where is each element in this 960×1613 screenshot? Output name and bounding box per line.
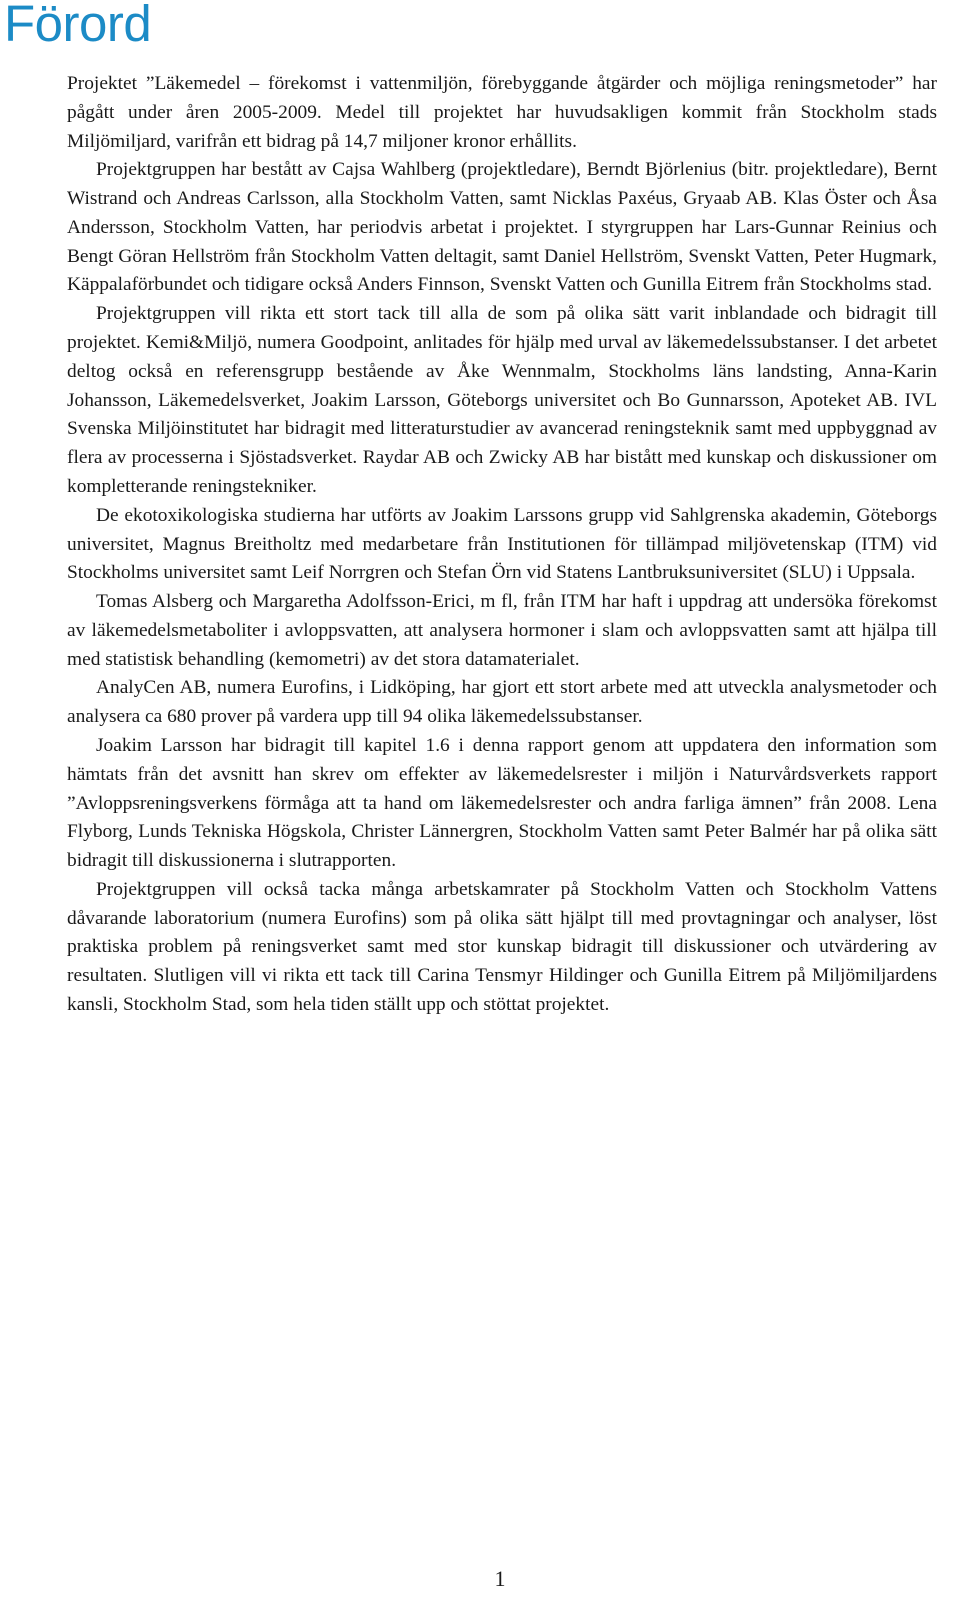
paragraph-acknowledgements: Projektgruppen vill rikta ett stort tack till alla de som på olika sätt varit inblandade och bidragit till projektet. Kemi&Miljö, numera Goodpoint, anlitades för hjälp med urval av läkemedelssubstanser. I det arbetet deltog också en referensgrupp bestående av Åke Wennmalm, Stockholms läns landsting, Anna-Karin Johansson, Läkemedelsverket, Joakim Larsson, Göteborgs universitet och Bo Gunnarsson, Apoteket AB. IVL Svenska Miljöinstitutet har bidragit med litteraturstudier av avancerad reningsteknik samt med uppbyggnad av flera av processerna i Sjöstadsverket. Raydar AB och Zwicky AB har bistått med kunskap och diskussioner om kompletterande reningstekniker. (67, 303, 937, 497)
foreword-body (67, 70, 937, 1020)
paragraph-analycen: AnalyCen AB, numera Eurofins, i Lidköping, har gjort ett stort arbete med att utveckla analysmetoder och analysera ca 680 prover på vardera upp till 94 olika läkemedelssubstanser. (67, 677, 937, 728)
paragraph-chapter-contribution: Joakim Larsson har bidragit till kapitel 1.6 i denna rapport genom att uppdatera den information som hämtats från det avsnitt han skrev om effekter av läkemedelsrester i miljön i Naturvårdsverkets rapport ”Avloppsreningsverkens förmåga att ta hand om läkemedelsrester och andra farliga ämnen” från 2008. Lena Flyborg, Lunds Tekniska Högskola, Christer Lännergren, Stockholm Vatten samt Peter Balmér har på olika sätt bidragit till diskussionerna i slutrapporten. (67, 734, 937, 872)
paragraph-metabolites: Tomas Alsberg och Margaretha Adolfsson-Erici, m fl, från ITM har haft i uppdrag att undersöka förekomst av läkemedelsmetaboliter i avloppsvatten, att analysera hormoner i slam och avloppsvatten samt att hjälpa till med statistisk behandling (kemometri) av det stora datamaterialet. (67, 591, 937, 670)
paragraph-ecotoxicology: De ekotoxikologiska studierna har utförts av Joakim Larssons grupp vid Sahlgrenska akademin, Göteborgs universitet, Magnus Breitholtz med medarbetare från Institutionen för tillämpad miljövetenskap (ITM) vid Stockholms universitet samt Leif Norrgren och Stefan Örn vid Statens Lantbruksuniversitet (SLU) i Uppsala. (67, 504, 937, 584)
paragraph-funding: Projektet ”Läkemedel – förekomst i vattenmiljön, förebyggande åtgärder och möjliga reningsmetoder” har pågått under åren 2005-2009. Medel till projektet har huvudsakligen kommit från Stockholm stads Miljömiljard, varifrån ett bidrag på 14,7 miljoner kronor erhållits. (67, 73, 937, 152)
paragraph-project-group: Projektgruppen har bestått av Cajsa Wahlberg (projektledare), Berndt Björlenius (bitr. projektledare), Bernt Wistrand och Andreas Carlsson, alla Stockholm Vatten, samt Nicklas Paxéus, Gryaab AB. Klas Öster och Åsa Andersson, Stockholm Vatten, har periodvis arbetat i projektet. I styrgruppen har Lars-Gunnar Reinius och Bengt Göran Hellström från Stockholm Vatten deltagit, samt Daniel Hellström, Svenskt Vatten, Peter Hugmark, Käppalaförbundet och tidigare också Anders Finnson, Svenskt Vatten och Gunilla Eitrem från Stockholms stad. (67, 159, 937, 296)
page-title: Förord (4, 0, 152, 52)
page-number: 1 (494, 1566, 506, 1591)
paragraph-final-thanks: Projektgruppen vill också tacka många arbetskamrater på Stockholm Vatten och Stockholm Vattens dåvarande laboratorium (numera Eurofins) som på olika sätt hjälpt till med provtagningar och analyser, löst praktiska problem på reningsverket samt med stor kunskap bidragit till diskussioner och utvärdering av resultaten. Slutligen vill vi rikta ett tack till Carina Tensmyr Hildinger och Gunilla Eitrem på Miljömiljardens kansli, Stockholm Stad, som hela tiden ställt upp och stöttat projektet. (67, 878, 937, 1015)
